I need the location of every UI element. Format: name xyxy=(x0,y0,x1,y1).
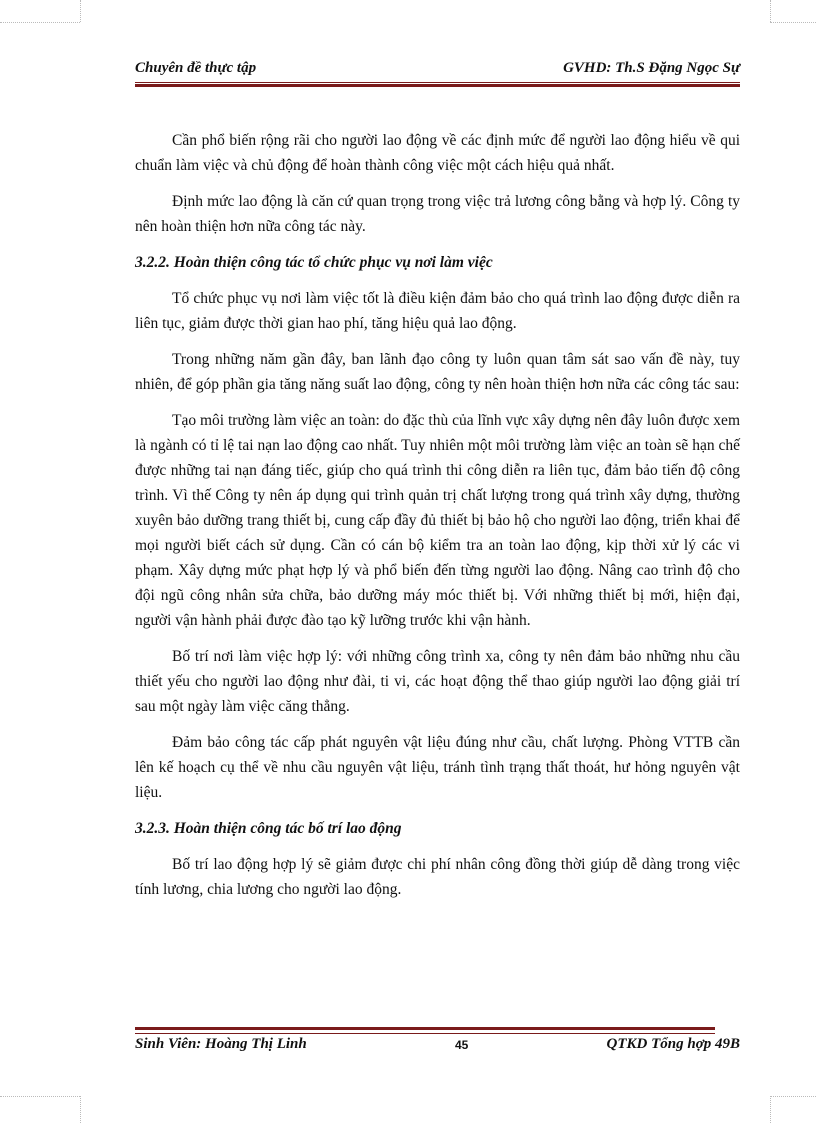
crop-mark xyxy=(770,1096,816,1098)
paragraph: Bố trí lao động hợp lý sẽ giảm được chi phí nhân công đồng thời giúp dễ dàng trong việc tính lương, chia lương cho người lao động. xyxy=(135,856,740,898)
paragraph: Trong những năm gần đây, ban lãnh đạo công ty luôn quan tâm sát sao vấn đề này, tuy nhiên, để góp phần gia tăng năng suất lao động, công ty nên hoàn thiện hơn nữa các công tác sau: xyxy=(135,351,740,393)
paragraph: Tổ chức phục vụ nơi làm việc tốt là điều kiện đảm bảo cho quá trình lao động được diễn ra liên tục, giảm được thời gian hao phí, tăng hiệu quả lao động. xyxy=(135,290,740,332)
page-body xyxy=(135,128,740,913)
footer-student: Sinh Viên: Hoàng Thị Linh xyxy=(135,1036,307,1052)
crop-mark xyxy=(80,0,82,22)
page-header xyxy=(135,60,740,82)
section-heading: 3.2.2. Hoàn thiện công tác tổ chức phục vụ nơi làm việc xyxy=(135,254,493,271)
crop-mark xyxy=(770,1096,772,1123)
footer-class: QTKD Tổng hợp 49B xyxy=(606,1036,740,1052)
crop-mark xyxy=(80,1096,82,1123)
header-title: Chuyên đề thực tập xyxy=(135,60,257,76)
crop-mark xyxy=(0,22,80,24)
paragraph: Bố trí nơi làm việc hợp lý: với những công trình xa, công ty nên đảm bảo những nhu cầu thiết yếu cho người lao động như đài, ti vi, các hoạt động thể thao giúp người lao động giải trí sau một ngày làm việc căng thẳng. xyxy=(135,648,740,715)
section-heading: 3.2.3. Hoàn thiện công tác bố trí lao động xyxy=(135,820,402,837)
crop-mark xyxy=(0,1096,80,1098)
page-footer xyxy=(135,1036,740,1058)
crop-mark xyxy=(770,22,816,24)
paragraph: Tạo môi trường làm việc an toàn: do đặc thù của lĩnh vực xây dựng nên đây luôn được xem là ngành có tỉ lệ tai nạn lao động cao nhất. Tuy nhiên một môi trường làm việc an toàn sẽ hạn chế được những tai nạn đáng tiếc, giúp cho quá trình thi công diễn ra liên tục, đảm bảo tiến độ công trình. Vì thế Công ty nên áp dụng qui trình quản trị chất lượng trong quá trình xây dựng, thường xuyên bảo dưỡng trang thiết bị, cung cấp đầy đủ thiết bị bảo hộ cho người lao động, triển khai để mọi người biết cách sử dụng. Cần có cán bộ kiểm tra an toàn lao động, kịp thời xử lý các vi phạm. Xây dựng mức phạt hợp lý và phổ biến đến từng người lao động. Nâng cao trình độ cho đội ngũ công nhân sửa chữa, bảo dưỡng máy móc thiết bị. Với những thiết bị mới, hiện đại, người vận hành phải được đào tạo kỹ lưỡng trước khi vận hành. xyxy=(135,412,740,629)
page-number: 45 xyxy=(455,1038,469,1052)
crop-mark xyxy=(770,0,772,22)
paragraph: Đảm bảo công tác cấp phát nguyên vật liệu đúng như cầu, chất lượng. Phòng VTTB cần lên kế hoạch cụ thể về nhu cầu nguyên vật liệu, tránh tình trạng thất thoát, hư hỏng nguyên vật liệu. xyxy=(135,734,740,801)
header-rule xyxy=(135,82,740,87)
paragraph: Định mức lao động là căn cứ quan trọng trong việc trả lương công bằng và hợp lý. Công ty nên hoàn thiện hơn nữa công tác này. xyxy=(135,193,740,235)
paragraph: Cần phổ biến rộng rãi cho người lao động về các định mức để người lao động hiểu về qui chuẩn làm việc và chủ động để hoàn thành công việc một cách hiệu quả nhất. xyxy=(135,132,740,174)
header-advisor: GVHD: Th.S Đặng Ngọc Sự xyxy=(563,60,740,76)
footer-rule xyxy=(135,1027,715,1034)
